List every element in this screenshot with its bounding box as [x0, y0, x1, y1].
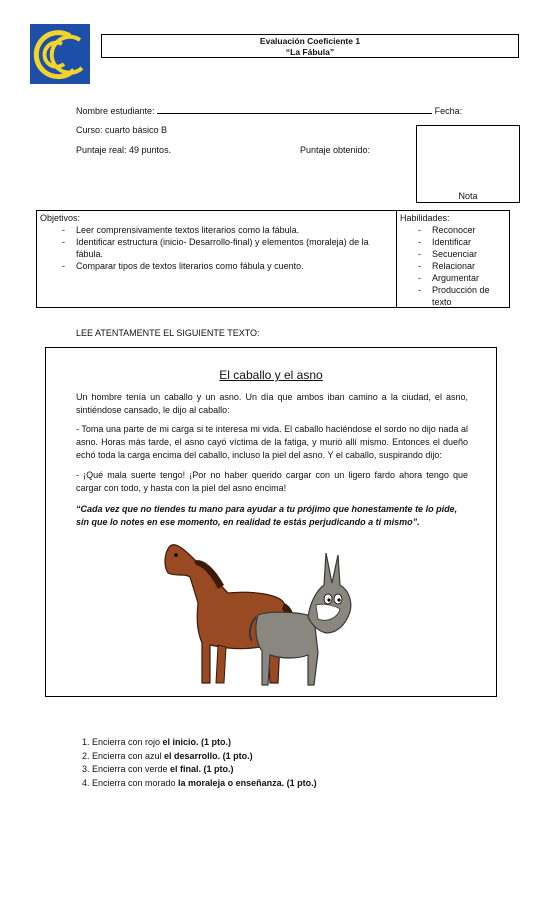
story-moral: “Cada vez que no tiendes tu mano para ayudar a tu prójimo que honestamente te lo pide, sin que lo notes en ese momento, en realidad te estás perjudicando a ti mismo”. — [76, 504, 458, 527]
skill-item: - Secuenciar — [400, 248, 506, 260]
date-label: Fecha: — [434, 106, 463, 116]
evaluation-title-box — [101, 34, 519, 58]
student-name-field[interactable] — [157, 104, 432, 114]
skill-item: - Producción de texto — [400, 284, 506, 308]
skill-item: - Reconocer — [400, 224, 506, 236]
story-title: El caballo y el asno — [219, 368, 323, 382]
skill-item: - Argumentar — [400, 272, 506, 284]
student-name-row — [76, 104, 462, 116]
skill-item: - Relacionar — [400, 260, 506, 272]
skills-cell — [397, 211, 509, 307]
story-paragraph-3: - ¡Qué mala suerte tengo! ¡Por no haber querido cargar con un ligero fardo ahora tengo que cargar con todo, y hasta con la piel del asno encima! — [76, 470, 468, 493]
objectives-heading: Objetivos: — [40, 213, 81, 223]
real-score-label: Puntaje real: 49 puntos. — [76, 145, 172, 155]
task-item: 1. Encierra con rojo el inicio. (1 pto.) — [92, 736, 492, 750]
skills-heading: Habilidades: — [400, 213, 450, 223]
objectives-cell — [37, 211, 397, 307]
evaluation-subtitle: “La Fábula” — [285, 47, 335, 57]
school-logo — [30, 24, 90, 84]
story-paragraph-1: Un hombre tenía un caballo y un asno. Un día que ambos iban camino a la ciudad, el asno, sintiéndose cansado, le dijo al caballo: — [76, 392, 468, 415]
horse-donkey-illustration — [158, 533, 358, 691]
objective-item: - Identificar estructura (inicio- Desarrollo-final) y elementos (moraleja) de la fábula. — [40, 236, 393, 260]
story-paragraph-2: - Toma una parte de mi carga si te interesa mi vida. El caballo haciéndose el sordo no dijo nada al asno. Horas más tarde, el asno cayó víctima de la fatiga, y murió allí mismo. Entonces el dueño echó toda la carga encima del caballo, incluso la piel del asno. Y el caballo, suspirando dijo: — [76, 424, 468, 460]
task-item: 3. Encierra con verde el final. (1 pto.) — [92, 763, 492, 777]
donkey-image — [250, 553, 351, 685]
grade-box — [416, 125, 520, 203]
task-item: 4. Encierra con morado la moraleja o enseñanza. (1 pto.) — [92, 777, 492, 791]
objective-item: - Comparar tipos de textos literarios como fábula y cuento. — [40, 260, 393, 272]
reading-instruction: LEE ATENTAMENTE EL SIGUIENTE TEXTO: — [76, 328, 260, 338]
obtained-score-label: Puntaje obtenido: — [300, 145, 371, 155]
course-label: Curso: cuarto básico B — [76, 125, 168, 135]
grade-label: Nota — [458, 191, 478, 201]
objectives-table — [36, 210, 510, 308]
objective-item: - Leer comprensivamente textos literarios como la fábula. — [40, 224, 393, 236]
task-item: 2. Encierra con azul el desarrollo. (1 pto.) — [92, 750, 492, 764]
student-name-label: Nombre estudiante: — [76, 106, 155, 116]
evaluation-title: Evaluación Coeficiente 1 — [259, 36, 361, 46]
task-list — [72, 736, 492, 790]
skill-item: - Identificar — [400, 236, 506, 248]
story-box — [45, 347, 497, 697]
